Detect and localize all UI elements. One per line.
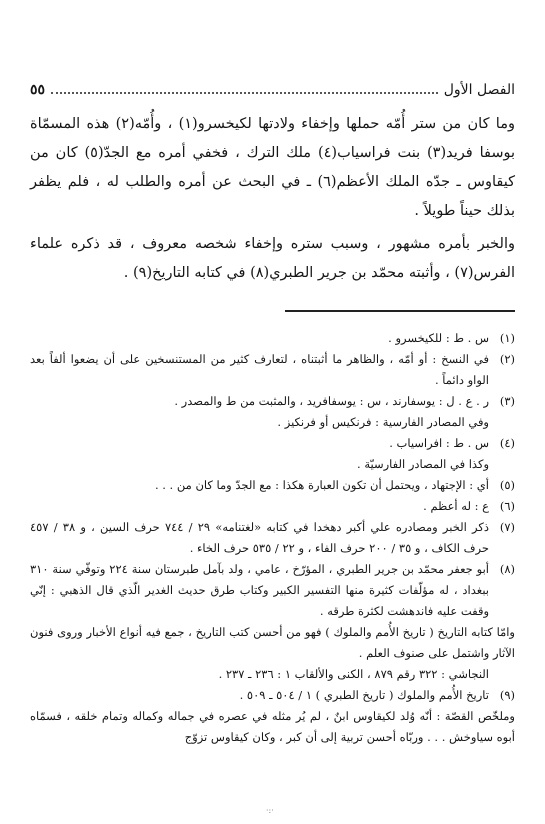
footnote-8 [30,559,515,622]
footnote-separator [285,310,515,312]
footnotes [30,328,515,748]
footnote-number: (٢) [499,352,515,366]
footnote-number: (٧) [499,520,515,534]
footnote-text: س . ط : افراسياب . [389,436,489,450]
footnote-text: ذكر الخبر ومصادره علي أكبر دهخدا في كتابه «لغتنامه» ٢٩ / ٧٤٤ حرف السين ، و ٣٨ / ٤٥٧ حرف الكاف ، و ٣٥ / ٢٠٠ حرف الفاء ، و ٢٢ / ٥٣٥ حرف الخاء . [30,520,489,555]
footnote-text: في النسخ : أو أمّه ، والظاهر ما أثبتناه ، لتعارف كثير من المستنسخين على أن يضعوا ألفاً بعد الواو دائماً . [30,352,489,387]
footnote-text: س . ط : للكيخسرو . [388,331,489,345]
footnote-number: (١) [499,331,515,345]
footnote-6 [30,496,515,517]
footnote-continuation: وفي المصادر الفارسية : فرنكيس أو فرنكيز . [277,415,489,429]
footnote-5 [30,475,515,496]
footnote-text: أي : الإجتهاد ، ويحتمل أن تكون العبارة هكذا : مع الجدّ وما كان من . . . [154,478,489,492]
footnote-number: (٩) [499,688,515,702]
page-mark: ·:· [266,806,274,815]
footnote-3 [30,391,515,412]
footnote-number: (٥) [499,478,515,492]
footnote-continuation: وملخّص القصّة : أنّه وُلد لكيقاوس ابنٌ ، لم يُر مثله في عصره في جماله وكماله وتمام خلقه ، فسمّاه أبوه سياوخش . . . وربّاه أحسن تربية إلى أن كبر ، وكان كيقاوس تزوّج [30,709,515,744]
chapter-title: الفصل الأول [443,82,515,98]
footnote-9 [30,685,515,706]
footnote-continuation: وكذا في المصادر الفارسيّة . [357,457,489,471]
footnote-continuation: النجاشي : ٣٢٢ رقم ٨٧٩ ، الكنى والألقاب ١ : ٢٣٦ ـ ٢٣٧ . [218,667,489,681]
paragraph-2: والخبر بأمره مشهور ، وسبب ستره وإخفاء شخصه معروف ، قد ذكره علماء الفرس(٧) ، وأثبته محمّد بن جرير الطبري(٨) في كتابه التاريخ(٩) . [30,236,515,281]
footnote-number: (٣) [499,394,515,408]
running-header [30,78,515,102]
footnote-text: تاريخ الأُمم والملوك ( تاريخ الطبري ) ١ / ٥٠٤ ـ ٥٠٩ . [239,688,489,702]
footnote-text: ر . ع . ل : يوسفارند ، س : يوسفافريد ، والمثبت من ط والمصدر . [174,394,489,408]
footnote-number: (٨) [499,562,515,576]
footnote-1 [30,328,515,349]
footnote-7 [30,517,515,559]
footnote-4 [30,433,515,454]
paragraph-1: وما كان من ستر أُمّه حملها وإخفاء ولادتها لكيخسرو(١) ، وأُمّه(٢) هذه المسمّاة بوسفا فريد(٣) بنت فراسياب(٤) ملك الترك ، فخفي أمره مع الجدّ(٥) كان من كيقاوس ـ جدّه الملك الأعظم(٦) ـ في البحث عن أمره والطلب له ، فلم يظفر بذلك حيناً طويلاً . [30,116,515,219]
page-number: ٥٥ [30,82,46,98]
footnote-continuation: وامّا كتابه التاريخ ( تاريخ الأُمم والملوك ) فهو من أحسن كتب التاريخ ، جمع فيه أنواع الأخبار وروى فنون الآثار واشتمل على صنوف العلم . [30,625,515,660]
footnote-text: ع : له أعظم . [423,499,489,513]
main-text [30,110,515,288]
footnote-text: أبو جعفر محمّد بن جرير الطبري ، المؤرّخ ، عامي ، ولد بآمل طبرستان سنة ٢٢٤ وتوفّي سنة ٣١٠ ببغداد ، له مؤلّفات كثيرة منها التفسير الكبير وكتاب طرق حديث الغدير الّذي قال الذهبي : إنّي وقفت عليه فاندهشت لكثرة طرقه . [30,562,489,618]
page [30,78,515,748]
leader-dots [51,80,438,94]
footnote-number: (٦) [499,499,515,513]
footnote-2 [30,349,515,391]
footnote-number: (٤) [499,436,515,450]
